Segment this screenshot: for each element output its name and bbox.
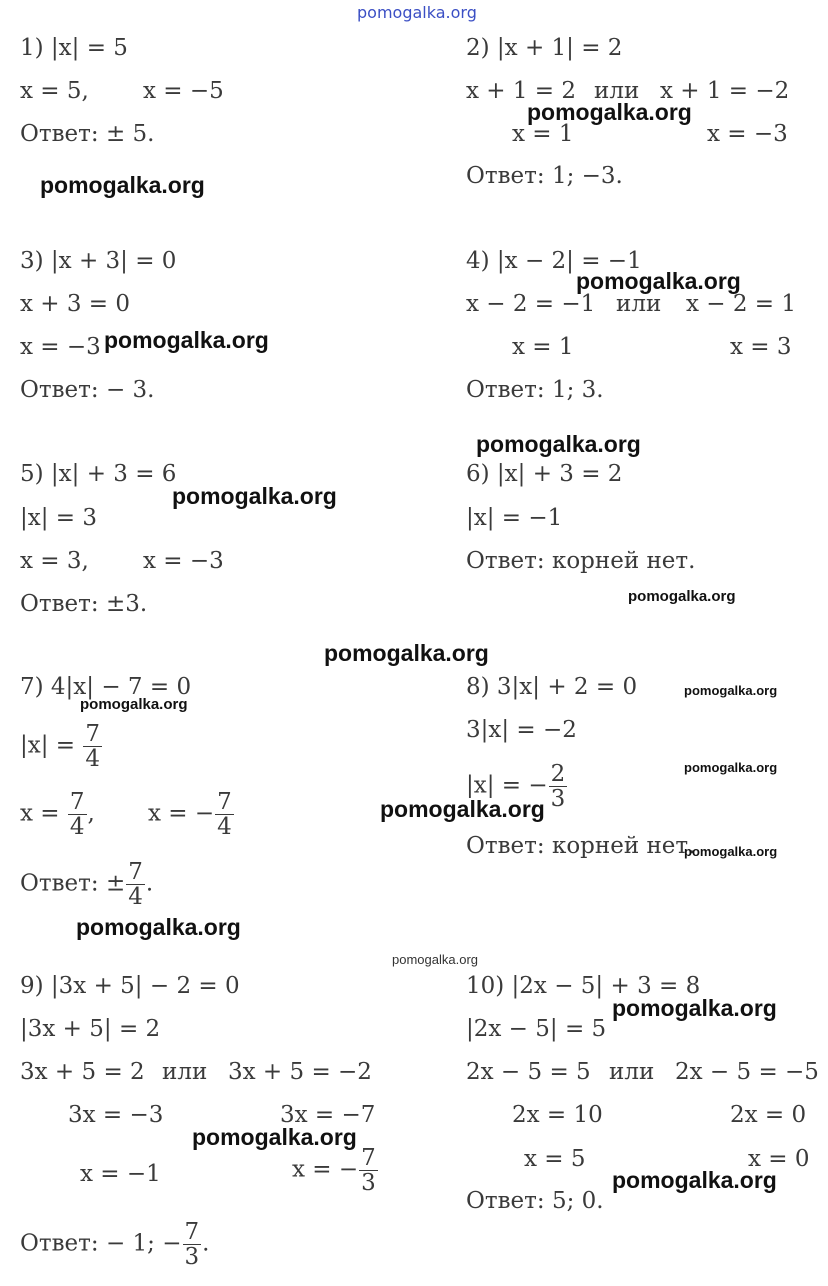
p5-step: |x| = 3 bbox=[20, 505, 97, 531]
p7-root-2: x = − $\frac{7}{4}$ bbox=[148, 789, 232, 840]
watermark: pomogalka.org bbox=[392, 952, 478, 967]
p8-answer: Ответ: корней нет. bbox=[466, 833, 696, 859]
p2-root-1: x = 1 bbox=[512, 121, 574, 147]
p10-equation: 10) |2x − 5| + 3 = 8 bbox=[466, 973, 701, 999]
p6-equation: 6) |x| + 3 = 2 bbox=[466, 461, 623, 487]
watermark: pomogalka.org bbox=[476, 431, 641, 457]
watermark: pomogalka.org bbox=[192, 1124, 357, 1150]
p3-answer: Ответ: − 3. bbox=[20, 377, 155, 403]
watermark: pomogalka.org bbox=[324, 640, 489, 666]
p9-case-2: 3x + 5 = −2 bbox=[228, 1059, 372, 1085]
watermark: pomogalka.org bbox=[628, 588, 736, 605]
p9-step-a: 3x = −3 bbox=[68, 1102, 164, 1128]
watermark: pomogalka.org bbox=[380, 796, 545, 822]
p4-equation: 4) |x − 2| = −1 bbox=[466, 248, 642, 274]
p3-step: x + 3 = 0 bbox=[20, 291, 131, 317]
p10-root-2: x = 0 bbox=[748, 1146, 810, 1172]
p9-root-1: x = −1 bbox=[80, 1161, 161, 1187]
p9-case-1: 3x + 5 = 2 bbox=[20, 1059, 145, 1085]
p2-equation: 2) |x + 1| = 2 bbox=[466, 35, 623, 61]
p2-case-2: x + 1 = −2 bbox=[660, 78, 790, 104]
p7-fraction: $\frac{7}{4}$ bbox=[85, 721, 101, 772]
p6-step: |x| = −1 bbox=[466, 505, 563, 531]
p8-equation: 8) 3|x| + 2 = 0 bbox=[466, 674, 638, 700]
p10-step-a: 2x = 10 bbox=[512, 1102, 603, 1128]
watermark: pomogalka.org bbox=[612, 1167, 777, 1193]
p2-case-1: x + 1 = 2 bbox=[466, 78, 577, 104]
p4-or: или bbox=[616, 291, 662, 317]
p9-answer: Ответ: − 1; − $\frac{7}{3}$ . bbox=[20, 1219, 210, 1270]
p9-step-b: 3x = −7 bbox=[280, 1102, 376, 1128]
p4-root-2: x = 3 bbox=[730, 334, 792, 360]
watermark: pomogalka.org bbox=[172, 483, 337, 509]
p2-root-2: x = −3 bbox=[707, 121, 788, 147]
p8-step-2: |x| = − $\frac{2}{3}$ bbox=[466, 761, 566, 812]
p9-equation: 9) |3x + 5| − 2 = 0 bbox=[20, 973, 240, 999]
p5-root-2: x = −3 bbox=[143, 548, 224, 574]
p5-equation: 5) |x| + 3 = 6 bbox=[20, 461, 177, 487]
p6-answer: Ответ: корней нет. bbox=[466, 548, 696, 574]
p5-answer: Ответ: ±3. bbox=[20, 591, 148, 617]
p3-equation: 3) |x + 3| = 0 bbox=[20, 248, 177, 274]
p1-answer: Ответ: ± 5. bbox=[20, 121, 155, 147]
p1-equation: 1) |x| = 5 bbox=[20, 35, 128, 61]
p9-root-2: x = − $\frac{7}{3}$ bbox=[292, 1145, 376, 1196]
p7-equation: 7) 4|x| − 7 = 0 bbox=[20, 674, 192, 700]
p4-root-1: x = 1 bbox=[512, 334, 574, 360]
p10-case-2: 2x − 5 = −5 bbox=[675, 1059, 819, 1085]
p1-root-2: x = −5 bbox=[143, 78, 224, 104]
p4-case-2: x − 2 = 1 bbox=[686, 291, 797, 317]
watermark: pomogalka.org bbox=[40, 172, 205, 198]
watermark: pomogalka.org bbox=[527, 99, 692, 125]
watermark: pomogalka.org bbox=[104, 327, 269, 353]
p7-root-1: x = $\frac{7}{4}$ , bbox=[20, 789, 95, 840]
p5-root-1: x = 3, bbox=[20, 548, 89, 574]
p2-answer: Ответ: 1; −3. bbox=[466, 163, 623, 189]
watermark: pomogalka.org bbox=[76, 914, 241, 940]
p2-or: или bbox=[594, 78, 640, 104]
watermark: pomogalka.org bbox=[612, 995, 777, 1021]
p1-root-1: x = 5, bbox=[20, 78, 89, 104]
p8-fraction: $\frac{2}{3}$ bbox=[550, 761, 566, 812]
p10-case-1: 2x − 5 = 5 bbox=[466, 1059, 591, 1085]
p9-or: или bbox=[162, 1059, 208, 1085]
p3-root: x = −3 bbox=[20, 334, 101, 360]
watermark: pomogalka.org bbox=[684, 760, 778, 775]
p10-answer: Ответ: 5; 0. bbox=[466, 1188, 604, 1214]
p10-step: |2x − 5| = 5 bbox=[466, 1016, 607, 1042]
p9-step: |3x + 5| = 2 bbox=[20, 1016, 161, 1042]
p8-step: 3|x| = −2 bbox=[466, 717, 577, 743]
watermark: pomogalka.org bbox=[684, 683, 778, 698]
p4-answer: Ответ: 1; 3. bbox=[466, 377, 604, 403]
p7-step: |x| = $\frac{7}{4}$ bbox=[20, 721, 101, 772]
watermark: pomogalka.org bbox=[684, 844, 778, 859]
watermark: pomogalka.org bbox=[576, 268, 741, 294]
p4-case-1: x − 2 = −1 bbox=[466, 291, 596, 317]
p10-root-1: x = 5 bbox=[524, 1146, 586, 1172]
watermark: pomogalka.org bbox=[80, 696, 188, 713]
p10-or: или bbox=[609, 1059, 655, 1085]
p7-answer: Ответ: ± $\frac{7}{4}$ . bbox=[20, 859, 154, 910]
watermark-top: pomogalka.org bbox=[357, 3, 477, 22]
p10-step-b: 2x = 0 bbox=[730, 1102, 807, 1128]
